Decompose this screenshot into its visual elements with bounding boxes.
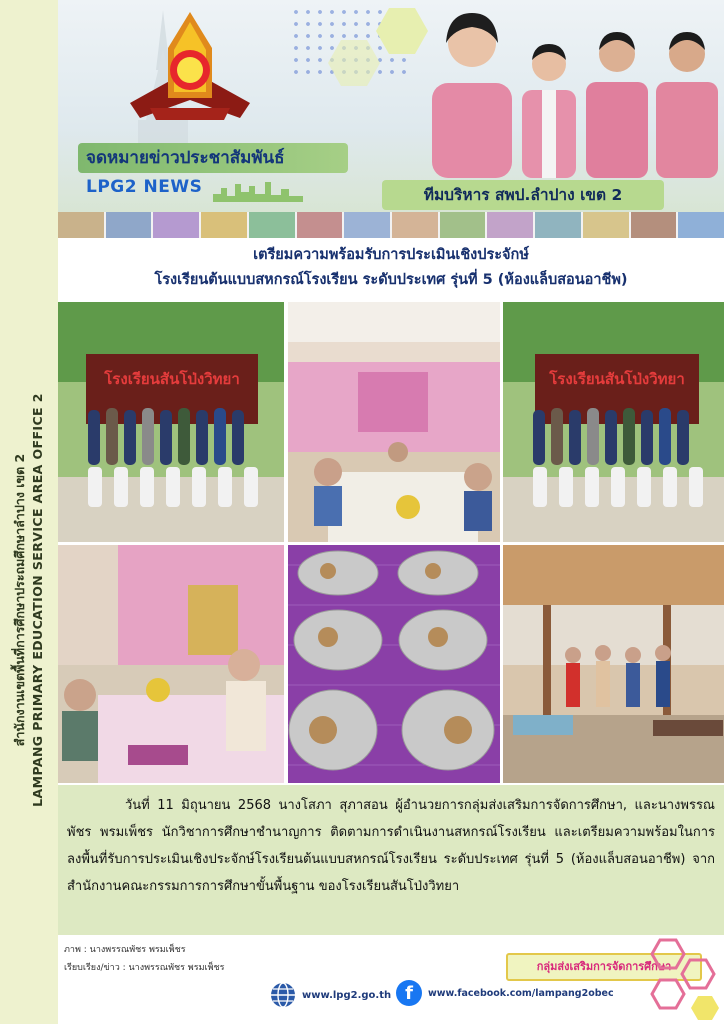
team-label: ทีมบริหาร สพป.ลำปาง เขต 2 [382, 180, 664, 210]
thumbnail [583, 212, 629, 238]
thumbnail [201, 212, 247, 238]
header [58, 0, 724, 212]
headline [58, 238, 724, 298]
photo-food-trays [288, 545, 500, 783]
credits [64, 941, 224, 977]
globe-icon [270, 982, 296, 1008]
headline-line-2: โรงเรียนต้นแบบสหกรณ์โรงเรียน ระดับประเทศ รุ่นที่ 5 (ห้องแล็บสอนอาชีพ) [154, 272, 628, 288]
person-4 [652, 18, 722, 178]
department-badge: กลุ่มส่งเสริมการจัดการศึกษา [506, 953, 702, 981]
facebook-icon: f [396, 980, 422, 1006]
thumbnail [153, 212, 199, 238]
person-2 [518, 28, 580, 178]
newsletter-title: จดหมายข่าวประชาสัมพันธ์ [86, 148, 285, 168]
photo-group-sign-1 [58, 302, 284, 542]
thumbnail [106, 212, 152, 238]
person-3 [582, 18, 652, 178]
thumbnail [440, 212, 486, 238]
photo-group-sign-2 [503, 302, 724, 542]
photo-meeting-room-2 [58, 545, 284, 783]
thumbnail [487, 212, 533, 238]
thumbnail [297, 212, 343, 238]
website-link[interactable] [270, 982, 391, 1008]
thumbnail [58, 212, 104, 238]
side-banner-thai: สำนักงานเขตพื้นที่การศึกษาประถมศึกษาลำปาง เขต 2 [12, 453, 27, 747]
headline-line-1: เตรียมความพร้อมรับการประเมินเชิงประจักษ์ [253, 247, 529, 263]
article-body: วันที่ 11 มิถุนายน 2568 นางโสภา สุภาสอน ผู้อำนวยการกลุ่มส่งเสริมการจัดการศึกษา, และนางพรรณพัชร พรมเพ็ชร นักวิชาการศึกษาชำนาญการ ติดตามการดำเนินงานสหกรณ์โรงเรียน และเตรียมความพร้อมในการลงพื้นที่รับการประเมินเชิงประจักษ์โรงเรียนต้นแบบสหกรณ์โรงเรียน ระดับประเทศ รุ่นที่ 5 (ห้องแล็บสอนอาชีพ) จากสำนักงานคณะกรรมการการศึกษาขั้นพื้นฐาน ของโรงเรียนสันโป่งวิทยา [67, 798, 715, 894]
facebook-link[interactable] [396, 980, 614, 1006]
thumbnail [535, 212, 581, 238]
thumbnail [631, 212, 677, 238]
photo-canteen [503, 545, 724, 783]
photo-meeting-room-1 [288, 302, 500, 542]
thumbnail-strip [58, 212, 724, 238]
writer-credit: เรียบเรียง/ข่าว : นางพรรณพัชร พรมเพ็ชร [64, 963, 225, 973]
photo-credit: ภาพ : นางพรรณพัชร พรมเพ็ชร [64, 945, 186, 955]
side-banner-text [11, 393, 47, 807]
person-1 [426, 3, 518, 178]
news-label: LPG2 NEWS [86, 177, 203, 197]
thumbnail [392, 212, 438, 238]
school-sign-text: โรงเรียนสันโป่งวิทยา [104, 370, 240, 388]
school-sign-text: โรงเรียนสันโป่งวิทยา [549, 370, 685, 388]
side-banner-english: LAMPANG PRIMARY EDUCATION SERVICE AREA OFFICE 2 [30, 393, 45, 807]
thumbnail [678, 212, 724, 238]
website-url: www.lpg2.go.th [302, 989, 392, 1001]
side-banner [0, 0, 58, 1024]
thumbnail [249, 212, 295, 238]
corner-decoration-icon [620, 930, 724, 1024]
facebook-url: www.facebook.com/lampang2obec [428, 987, 614, 999]
school-emblem-icon [120, 8, 260, 143]
skyline-decoration-icon [213, 180, 303, 202]
thumbnail [344, 212, 390, 238]
